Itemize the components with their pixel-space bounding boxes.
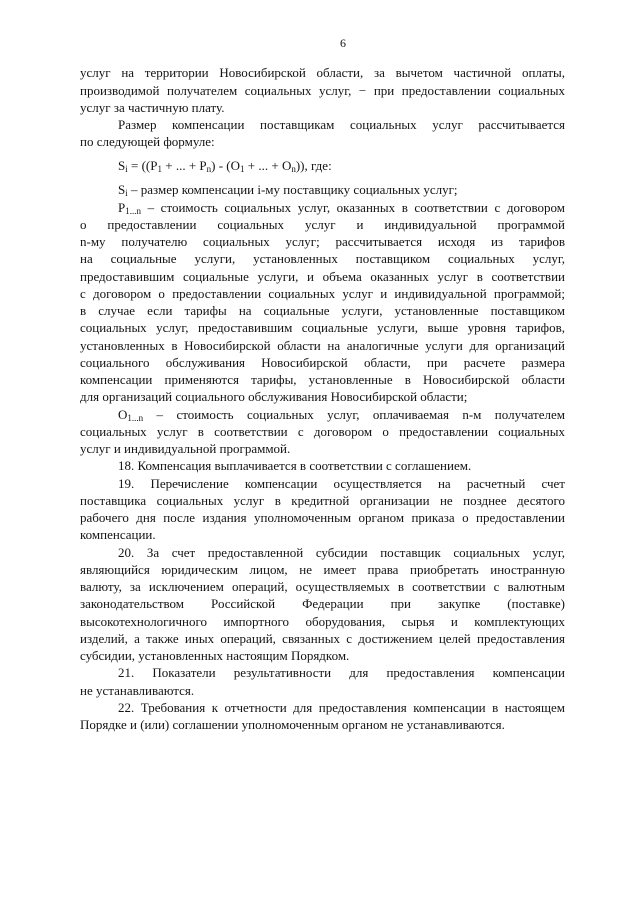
text-line: Размер компенсации поставщикам социальных услуг рассчитывается bbox=[118, 117, 565, 133]
text-line: 19. Перечисление компенсации осуществляется на расчетный счет bbox=[118, 475, 565, 491]
text-line: компенсации применяются тарифы, установленные в Новосибирской области bbox=[80, 372, 565, 388]
formula-part: )), где: bbox=[295, 158, 332, 174]
text-line: для организаций социального обслуживания Новосибирской области; bbox=[80, 389, 468, 405]
paragraph-item-20 bbox=[80, 544, 565, 665]
page-number: 6 bbox=[340, 36, 346, 50]
text-line: компенсации. bbox=[80, 527, 156, 543]
formula-part: = ((P bbox=[127, 158, 158, 174]
text-line: социального обслуживания Новосибирской области, при расчете размера bbox=[80, 354, 565, 370]
text-line: услуг на территории Новосибирской области, за вычетом частичной оплаты, bbox=[80, 65, 565, 81]
text-line: производимой получателем социальных услуг, − при предоставлении социальных bbox=[80, 82, 565, 98]
text-line: 22. Требования к отчетности для предоставления компенсации в настоящем bbox=[118, 699, 565, 715]
text-line: законодательством Российской Федерации при закупке (поставке) bbox=[80, 596, 565, 612]
definition-text: – размер компенсации i-му поставщику социальных услуг; bbox=[127, 182, 458, 198]
formula bbox=[80, 157, 565, 174]
symbol-subscript: 1...n bbox=[127, 412, 144, 423]
symbol: O bbox=[118, 406, 128, 422]
formula-part: + ... + P bbox=[161, 158, 207, 174]
symbol: P bbox=[118, 199, 126, 215]
text-line: установленных в Новосибирской области на аналогичные услуги для организаций bbox=[80, 337, 565, 353]
text-line: изделий, а также иных операций, связанных с достижением целей предоставления bbox=[80, 630, 565, 646]
text-line: 21. Показатели результативности для предоставления компенсации bbox=[118, 665, 565, 681]
text-line: услуг за частичную плату. bbox=[80, 99, 225, 115]
text-line: 20. За счет предоставленной субсидии поставщик социальных услуг, bbox=[118, 544, 565, 560]
paragraph-item-21 bbox=[80, 664, 565, 699]
text-line: о предоставлении социальных услуг и индивидуальной программой bbox=[80, 216, 565, 232]
text-line: валюту, за исключением операций, осуществляемых в соответствии с валютным bbox=[80, 579, 565, 595]
text-line: рабочего дня после издания уполномоченным органом приказа о предоставлении bbox=[80, 510, 565, 526]
definition-p bbox=[80, 199, 565, 406]
text-line: 18. Компенсация выплачивается в соответствии с соглашением. bbox=[118, 458, 472, 474]
symbol: S bbox=[118, 182, 126, 198]
text-line: социальных услуг, предоставившим социальные услуги, выше уровня тарифов, bbox=[80, 320, 565, 336]
symbol-subscript: 1...n bbox=[125, 205, 141, 216]
text-line bbox=[80, 199, 565, 216]
text-line: высокотехнологичного импортного оборудования, сырья и комплектующих bbox=[80, 613, 565, 629]
formula-subscript: 1 bbox=[240, 164, 245, 175]
symbol-subscript: i bbox=[125, 188, 128, 199]
paragraph-item-22 bbox=[80, 699, 565, 734]
formula-part: + ... + O bbox=[244, 158, 292, 174]
text-line: n-му получателю социальных услуг; рассчитывается исходя из тарифов bbox=[80, 234, 565, 250]
definition-o bbox=[80, 406, 565, 458]
text-line: субсидии, установленных настоящим Порядком. bbox=[80, 648, 350, 664]
definition-text: – стоимость социальных услуг, оплачиваемая n-м получателем bbox=[143, 406, 565, 422]
text-line: с договором о предоставлении социальных услуг и индивидуальной программой; bbox=[80, 285, 565, 301]
formula-subscript: i bbox=[125, 164, 128, 175]
text-line: являющийся юридическим лицом, не имеет права приобретать иностранную bbox=[80, 561, 565, 577]
formula-part: ) - (O bbox=[211, 158, 241, 174]
text-line: социальных услуг в соответствии с договором о предоставлении социальных bbox=[80, 423, 565, 439]
text-line: услуг и индивидуальной программой. bbox=[80, 441, 291, 457]
definition-text: – стоимость социальных услуг, оказанных в соответствии с договором bbox=[140, 199, 565, 215]
formula-subscript: n bbox=[206, 164, 212, 175]
text-line: предоставившим социальные услуги, и объема оказанных услуг в соответствии bbox=[80, 268, 565, 284]
text-line: не устанавливаются. bbox=[80, 682, 195, 698]
paragraph-formula-intro bbox=[80, 116, 565, 151]
text-line: Порядке и (или) соглашении уполномоченным органом не устанавливаются. bbox=[80, 717, 505, 733]
text-line bbox=[80, 406, 565, 423]
formula-subscript: n bbox=[291, 164, 296, 175]
text-line: по следующей формуле: bbox=[80, 134, 215, 150]
formula-part: S bbox=[118, 158, 126, 174]
definition-s bbox=[80, 181, 565, 198]
paragraph-item-18 bbox=[80, 457, 565, 474]
text-line: поставщика социальных услуг в кредитной организации не позднее десятого bbox=[80, 492, 565, 508]
formula-subscript: 1 bbox=[157, 164, 162, 175]
text-line: на социальные услуги, установленных поставщиком социальных услуг, bbox=[80, 251, 565, 267]
paragraph-item-19 bbox=[80, 475, 565, 544]
document-body bbox=[80, 64, 565, 733]
paragraph-intro bbox=[80, 64, 565, 116]
text-line: в случае если тарифы на социальные услуги, установленные поставщиком bbox=[80, 303, 565, 319]
